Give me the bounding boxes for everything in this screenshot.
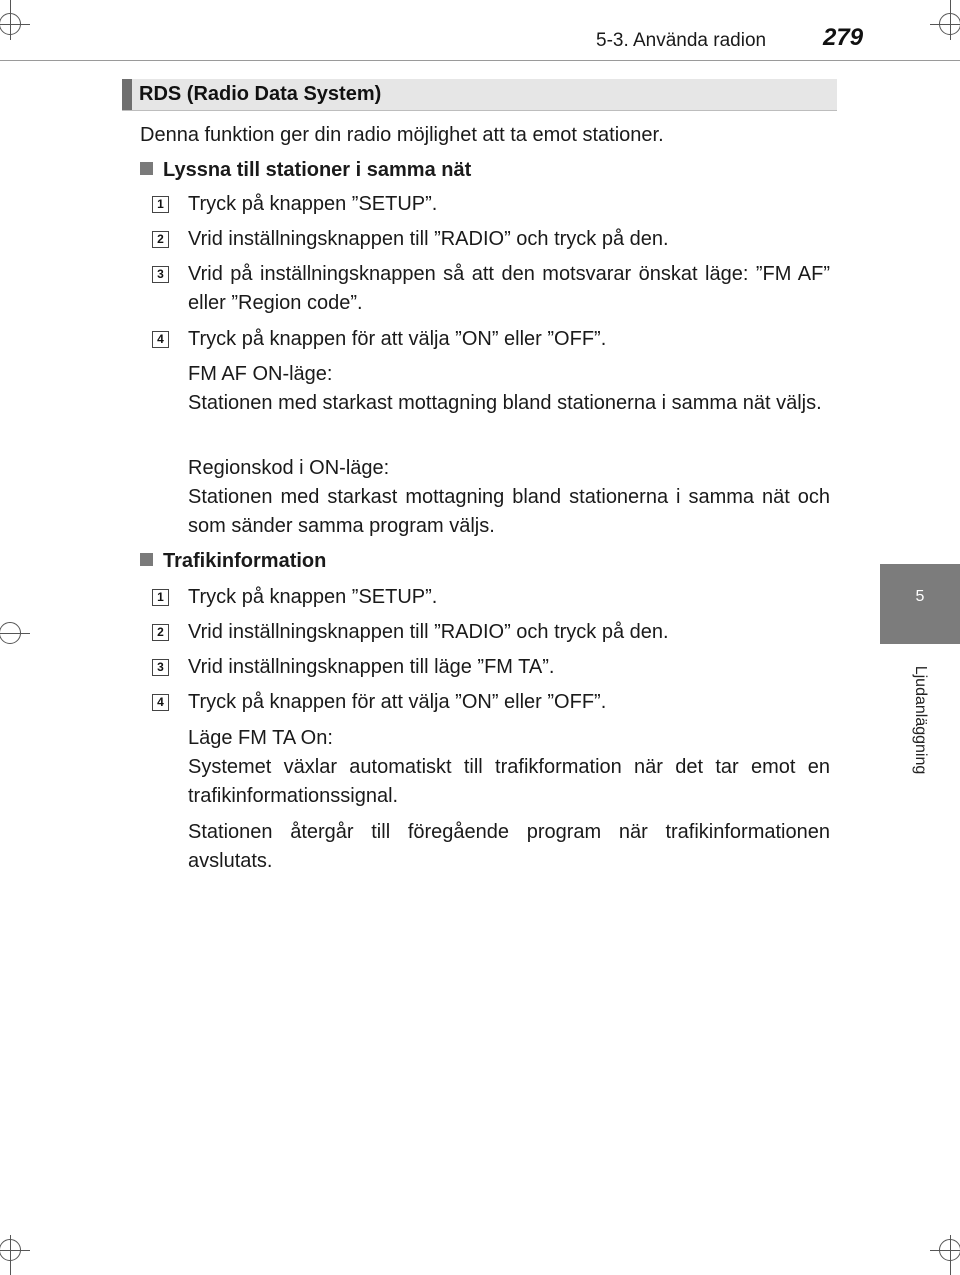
- header-section-title: 5-3. Använda radion: [596, 30, 767, 51]
- section-heading-accent: [122, 79, 132, 110]
- page-number: 279: [823, 24, 864, 51]
- subheading-traffic-info: [140, 547, 326, 576]
- crop-mark: [939, 1239, 960, 1261]
- subheading-text: Lyssna till stationer i samma nät: [163, 159, 472, 181]
- note-paragraph: [188, 818, 830, 876]
- step-text: Vrid på inställningsknappen så att den motsvarar önskat läge: ”FM AF” eller ”Region code”.: [188, 263, 830, 314]
- step-number-badge: 4: [152, 331, 169, 348]
- step-number-badge: 4: [152, 694, 169, 711]
- subheading-text: Trafikinformation: [163, 550, 327, 572]
- note-body: Stationen med starkast mottagning bland stationerna i samma nät och som sänder samma program väljs.: [188, 486, 830, 537]
- step-number-badge: 1: [152, 589, 169, 606]
- header-divider: [0, 60, 960, 61]
- crop-mark: [939, 13, 960, 35]
- step-text: Tryck på knappen ”SETUP”.: [188, 586, 438, 608]
- section-heading-bar: [122, 79, 837, 111]
- chapter-tab-number: 5: [915, 588, 925, 605]
- note-title: Regionskod i ON-läge:: [188, 457, 390, 479]
- crop-mark: [0, 1239, 21, 1261]
- step-text: Vrid inställningsknappen till läge ”FM TA”.: [188, 656, 555, 678]
- note-title: FM AF ON-läge:: [188, 363, 333, 385]
- step-text: Vrid inställningsknappen till ”RADIO” och tryck på den.: [188, 621, 669, 643]
- note-paragraph: [188, 454, 830, 541]
- section-heading: RDS (Radio Data System): [139, 83, 382, 105]
- note-paragraph: [188, 360, 830, 418]
- chapter-tab-label: Ljudanläggning: [912, 665, 929, 775]
- subheading-same-network: [140, 156, 471, 185]
- step-number-badge: 1: [152, 196, 169, 213]
- step-text: Tryck på knappen för att välja ”ON” eller ”OFF”.: [188, 328, 607, 350]
- step-number-badge: 3: [152, 266, 169, 283]
- step-number-badge: 3: [152, 659, 169, 676]
- note-paragraph: [188, 724, 830, 811]
- crop-mark: [0, 622, 21, 644]
- step-number-badge: 2: [152, 624, 169, 641]
- intro-paragraph: Denna funktion ger din radio möjlighet att ta emot stationer.: [140, 124, 664, 146]
- step-number-badge: 2: [152, 231, 169, 248]
- step-text: Tryck på knappen för att välja ”ON” eller ”OFF”.: [188, 691, 607, 713]
- step-text: Tryck på knappen ”SETUP”.: [188, 193, 438, 215]
- crop-mark: [0, 13, 21, 35]
- note-body: Stationen återgår till föregående program när trafikinformationen avslutats.: [188, 821, 830, 872]
- note-body: Systemet växlar automatiskt till trafikformation när det tar emot en trafikinformationssignal.: [188, 756, 830, 807]
- note-body: Stationen med starkast mottagning bland stationerna i samma nät väljs.: [188, 392, 822, 414]
- square-bullet-icon: [140, 553, 153, 566]
- step-text: Vrid inställningsknappen till ”RADIO” och tryck på den.: [188, 228, 669, 250]
- square-bullet-icon: [140, 162, 153, 175]
- note-title: Läge FM TA On:: [188, 727, 333, 749]
